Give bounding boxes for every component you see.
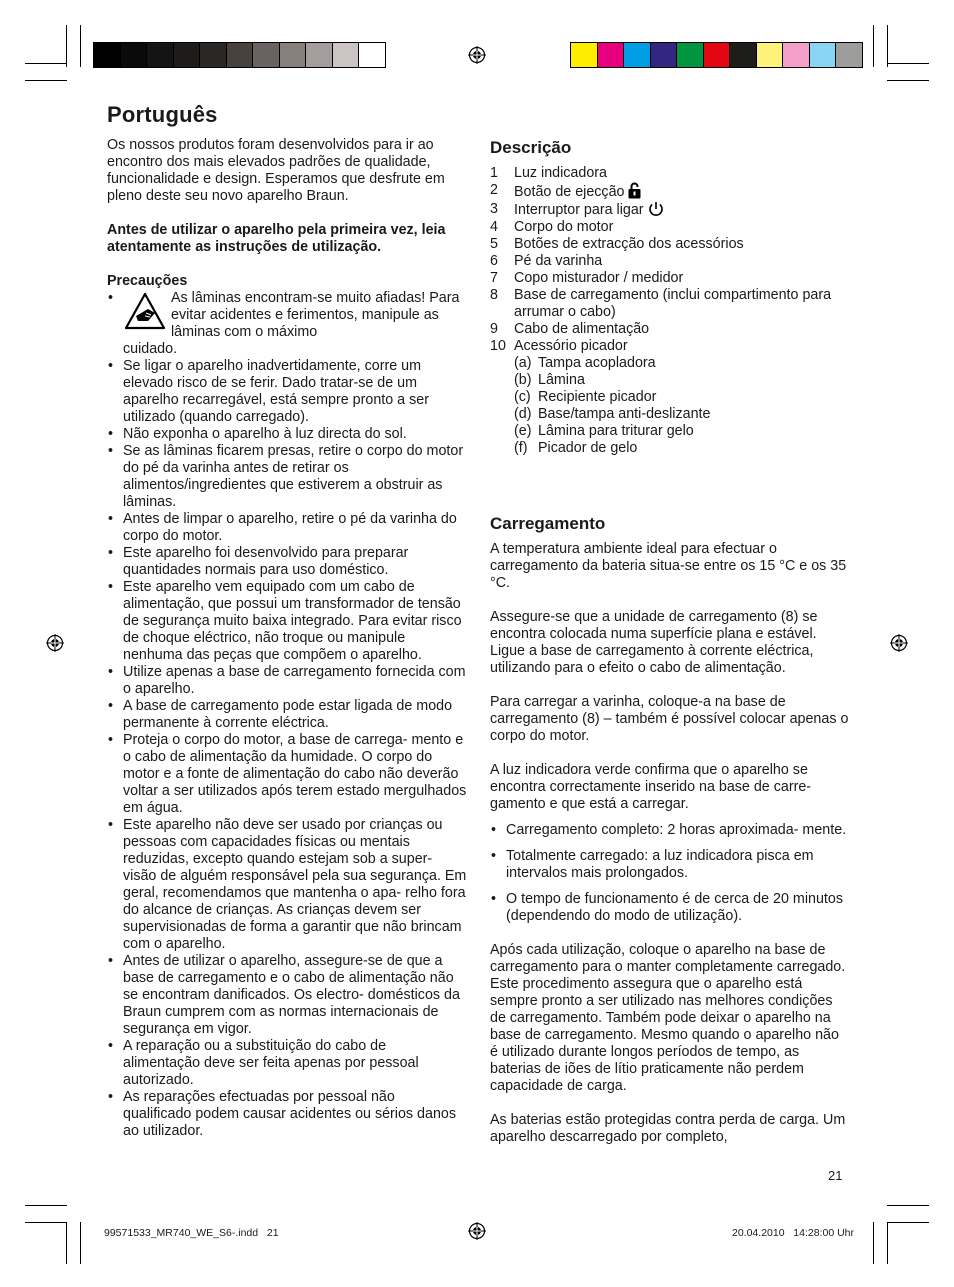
precautions-list xyxy=(107,358,467,1140)
crop-mark xyxy=(873,25,874,67)
color-swatch xyxy=(93,42,121,68)
blade-warning-text: As lâminas encontram-se muito afiadas! Para evitar acidentes e ferimentos, manipule as lâminas com o máximo xyxy=(171,290,460,340)
bullet: • xyxy=(108,1038,114,1054)
crop-mark xyxy=(25,1205,67,1206)
list-item xyxy=(107,817,467,953)
color-swatch xyxy=(120,42,148,68)
list-item xyxy=(107,511,467,545)
precaution-text: Se as lâminas ficarem presas, retire o corpo do motor do pé da varinha antes de retirar os alimentos/ingredientes que estiverem a obstruir as lâminas. xyxy=(123,443,464,510)
item-label: Corpo do motor xyxy=(514,219,614,235)
charging-paragraph: A luz indicadora verde confirma que o aparelho se encontra correctamente inserido na base de carre- gamento e que está a carregar. xyxy=(490,762,812,812)
accessory-item xyxy=(490,355,850,372)
crop-mark xyxy=(66,25,67,67)
crop-mark xyxy=(887,63,929,64)
color-swatch xyxy=(756,42,784,68)
list-item xyxy=(107,426,467,443)
bullet: • xyxy=(108,579,114,595)
precaution-text: Este aparelho foi desenvolvido para preparar quantidades normais para uso doméstico. xyxy=(123,545,409,578)
item-label: Botão de ejecção xyxy=(514,184,625,200)
item-number: 7 xyxy=(490,270,498,286)
description-item xyxy=(490,270,850,287)
bullet: • xyxy=(108,426,114,442)
color-swatch xyxy=(809,42,837,68)
bullet: • xyxy=(108,664,114,680)
page-title: Português xyxy=(107,102,218,127)
bullet: • xyxy=(108,358,114,374)
registration-mark-icon xyxy=(46,634,64,652)
description-item xyxy=(490,201,850,219)
bullet: • xyxy=(108,953,114,969)
color-swatch xyxy=(676,42,704,68)
crop-mark xyxy=(80,25,81,67)
color-swatch xyxy=(146,42,174,68)
accessory-sublist xyxy=(490,355,850,457)
color-swatch xyxy=(173,42,201,68)
item-letter: (b) xyxy=(514,372,532,388)
item-number: 2 xyxy=(490,182,498,198)
charging-paragraph: A temperatura ambiente ideal para efectuar o carregamento da bateria situa-se entre os 15 °C e os 35 °C. xyxy=(490,541,847,591)
precaution-text: Antes de utilizar o aparelho, assegure-se de que a base de carregamento e o cabo de alimentação não se encontram danificados. Os electro- domésticos da Braun cumprem com as normas internacionais de segurança em vigor. xyxy=(123,953,460,1037)
blade-warning-tail: cuidado. xyxy=(123,341,178,357)
item-letter: (a) xyxy=(514,355,532,371)
charging-paragraph: Assegure-se que a unidade de carregamento (8) se encontra colocada numa superfície plana e estável. Ligue a base de carregamento à corrente eléctrica, utilizando para o efeito o cabo de alimentação. xyxy=(490,609,818,676)
bullet: • xyxy=(108,545,114,561)
item-number: 6 xyxy=(490,253,498,269)
crop-mark xyxy=(887,1205,929,1206)
description-item xyxy=(490,165,850,182)
sharp-blade-warning-icon xyxy=(124,292,166,330)
precaution-text: As reparações efectuadas por pessoal não qualificado podem causar acidentes ou sérios danos ao utilizador. xyxy=(123,1089,457,1139)
crop-mark xyxy=(25,1222,67,1223)
accessory-item xyxy=(490,406,850,423)
bullet: • xyxy=(108,290,114,306)
accessory-item xyxy=(490,440,850,457)
color-swatch xyxy=(332,42,360,68)
precaution-text: Não exponha o aparelho à luz directa do sol. xyxy=(123,426,407,442)
item-number: 4 xyxy=(490,219,498,235)
color-swatch xyxy=(358,42,386,68)
description-item xyxy=(490,287,850,321)
color-swatch xyxy=(279,42,307,68)
list-item xyxy=(107,698,467,732)
footer-timestamp: 20.04.2010 14:28:00 Uhr xyxy=(732,1227,855,1239)
charging-paragraph: Para carregar a varinha, coloque-a na base de carregamento (8) – também é possível colocar apenas o corpo do motor. xyxy=(490,694,849,744)
crop-mark xyxy=(25,63,67,64)
item-label: Pé da varinha xyxy=(514,253,603,269)
bullet: • xyxy=(108,817,114,833)
item-label: Copo misturador / medidor xyxy=(514,270,684,286)
list-item xyxy=(107,1038,467,1089)
item-label: Tampa acopladora xyxy=(538,355,656,371)
item-number: 3 xyxy=(490,201,498,217)
precaution-text: Antes de limpar o aparelho, retire o pé da varinha do corpo do motor. xyxy=(123,511,457,544)
description-item xyxy=(490,338,850,355)
item-number: 5 xyxy=(490,236,498,252)
warning-paragraph: Antes de utilizar o aparelho pela primeira vez, leia atentamente as instruções de utilização. xyxy=(107,222,446,255)
item-letter: (c) xyxy=(514,389,531,405)
crop-mark xyxy=(873,1222,874,1264)
item-label: Lâmina para triturar gelo xyxy=(538,423,694,439)
crop-mark xyxy=(66,1222,67,1264)
item-label: Luz indicadora xyxy=(514,165,607,181)
color-swatch xyxy=(782,42,810,68)
item-label: Lâmina xyxy=(538,372,585,388)
list-item xyxy=(107,290,467,358)
list-item xyxy=(490,848,850,882)
list-item xyxy=(107,545,467,579)
charging-paragraph: Após cada utilização, coloque o aparelho na base de carregamento para o manter completamente carregado. Este procedimento assegura que o aparelho está sempre pronto a ser utilizado nas melhores condições de carregamento. Também pode deixar o aparelho na base de carregamento. Mesmo quando o aparelho não é utilizado durante longos períodos de tempo, as baterias de iões de lítio praticamente não perdem capacidade de carga. xyxy=(490,942,846,1094)
right-column xyxy=(490,137,850,1146)
item-label: Acessório picador xyxy=(514,338,628,354)
color-swatch xyxy=(703,42,731,68)
item-label: Picador de gelo xyxy=(538,440,638,456)
item-label: Botões de extracção dos acessórios xyxy=(514,236,744,252)
charging-heading: Carregamento xyxy=(490,514,606,533)
item-number: 10 xyxy=(490,338,506,354)
list-item xyxy=(107,732,467,817)
description-item xyxy=(490,253,850,270)
crop-mark xyxy=(887,25,888,67)
item-label: Base de carregamento (inclui compartimento para arrumar o cabo) xyxy=(514,287,832,320)
color-swatch xyxy=(650,42,678,68)
color-swatch xyxy=(729,42,757,68)
item-label: Interruptor para ligar xyxy=(514,202,644,218)
charging-bullet-text: O tempo de funcionamento é de cerca de 20 minutos (dependendo do modo de utilização). xyxy=(506,891,843,924)
list-item xyxy=(107,1089,467,1140)
intro-paragraph: Os nossos produtos foram desenvolvidos para ir ao encontro dos mais elevados padrões de qualidade, funcionalidade e design. Esperamos que desfrute em pleno deste seu novo aparelho Braun. xyxy=(107,137,445,204)
list-item xyxy=(107,579,467,664)
bullet: • xyxy=(491,822,497,838)
page-number: 21 xyxy=(828,1168,843,1183)
footer-file-name: 99571533_MR740_WE_S6-.indd 21 xyxy=(104,1227,279,1239)
color-swatch xyxy=(305,42,333,68)
crop-mark xyxy=(80,1222,81,1264)
registration-mark-icon xyxy=(468,46,486,64)
item-letter: (f) xyxy=(514,440,528,456)
color-swatch xyxy=(570,42,598,68)
registration-mark-icon xyxy=(468,1222,486,1240)
color-swatch xyxy=(252,42,280,68)
bullet: • xyxy=(108,511,114,527)
item-label: Cabo de alimentação xyxy=(514,321,650,337)
precaution-text: Utilize apenas a base de carregamento fornecida com o aparelho. xyxy=(123,664,466,697)
description-item xyxy=(490,321,850,338)
bullet: • xyxy=(108,1089,114,1105)
precaution-text: A reparação ou a substituição do cabo de alimentação deve ser feita apenas por pessoal autorizado. xyxy=(123,1038,419,1088)
color-swatch xyxy=(226,42,254,68)
lock-open-icon xyxy=(628,182,641,199)
list-item xyxy=(107,358,467,426)
description-heading: Descrição xyxy=(490,138,572,157)
color-swatch xyxy=(199,42,227,68)
item-letter: (d) xyxy=(514,406,532,422)
precautions-heading: Precauções xyxy=(107,273,188,289)
registration-mark-icon xyxy=(890,634,908,652)
accessory-item xyxy=(490,423,850,440)
charging-bullet-text: Totalmente carregado: a luz indicadora pisca em intervalos mais prolongados. xyxy=(506,848,814,881)
power-icon xyxy=(648,201,664,217)
charging-bullet-text: Carregamento completo: 2 horas aproximada- mente. xyxy=(506,822,847,838)
bullet: • xyxy=(108,698,114,714)
color-swatch xyxy=(835,42,863,68)
item-letter: (e) xyxy=(514,423,532,439)
item-number: 1 xyxy=(490,165,498,181)
color-swatch xyxy=(597,42,625,68)
list-item xyxy=(107,443,467,511)
bullet: • xyxy=(491,891,497,907)
precaution-text: Este aparelho vem equipado com um cabo de alimentação, que possui um transformador de tensão de segurança muito baixa integrado. Para evitar risco de choque eléctrico, não troque ou manipule nenhuma das peças que compõem o aparelho. xyxy=(123,579,462,663)
description-list xyxy=(490,165,850,355)
list-item xyxy=(107,953,467,1038)
precaution-text: Este aparelho não deve ser usado por crianças ou pessoas com capacidades físicas ou mentais reduzidas, excepto quando estejam sob a super- visão de alguém responsável pela sua segurança. Em geral, recomendamos que mantenha o apa- relho fora do alcance de crianças. As crianças devem ser supervisionadas de forma a garantir que não brincam com o aparelho. xyxy=(123,817,467,952)
item-label: Base/tampa anti-deslizante xyxy=(538,406,711,422)
bullet: • xyxy=(108,732,114,748)
item-number: 8 xyxy=(490,287,498,303)
description-item xyxy=(490,219,850,236)
bullet: • xyxy=(108,443,114,459)
left-column xyxy=(107,137,467,1140)
precaution-text: A base de carregamento pode estar ligada de modo permanente à corrente eléctrica. xyxy=(123,698,453,731)
crop-mark xyxy=(25,80,67,81)
bullet: • xyxy=(491,848,497,864)
precaution-text: Proteja o corpo do motor, a base de carrega- mento e o cabo de alimentação da humidade. O corpo do motor e a fonte de alimentação do cabo não deverão voltar a ser utilizados após terem estado mergulhados em água. xyxy=(123,732,467,816)
description-item xyxy=(490,236,850,253)
charging-paragraph: As baterias estão protegidas contra perda de carga. Um aparelho descarregado por completo, xyxy=(490,1112,846,1145)
crop-mark xyxy=(887,1222,888,1264)
accessory-item xyxy=(490,389,850,406)
item-number: 9 xyxy=(490,321,498,337)
list-item xyxy=(490,891,850,925)
precaution-text: Se ligar o aparelho inadvertidamente, corre um elevado risco de se ferir. Dado tratar-se de um aparelho recarregável, está sempre pronto a ser utilizado (quando carregado). xyxy=(123,358,429,425)
list-item xyxy=(107,664,467,698)
description-item xyxy=(490,182,850,201)
color-swatch xyxy=(623,42,651,68)
crop-mark xyxy=(887,1222,929,1223)
crop-mark xyxy=(887,80,929,81)
item-label: Recipiente picador xyxy=(538,389,657,405)
list-item xyxy=(490,822,850,839)
accessory-item xyxy=(490,372,850,389)
